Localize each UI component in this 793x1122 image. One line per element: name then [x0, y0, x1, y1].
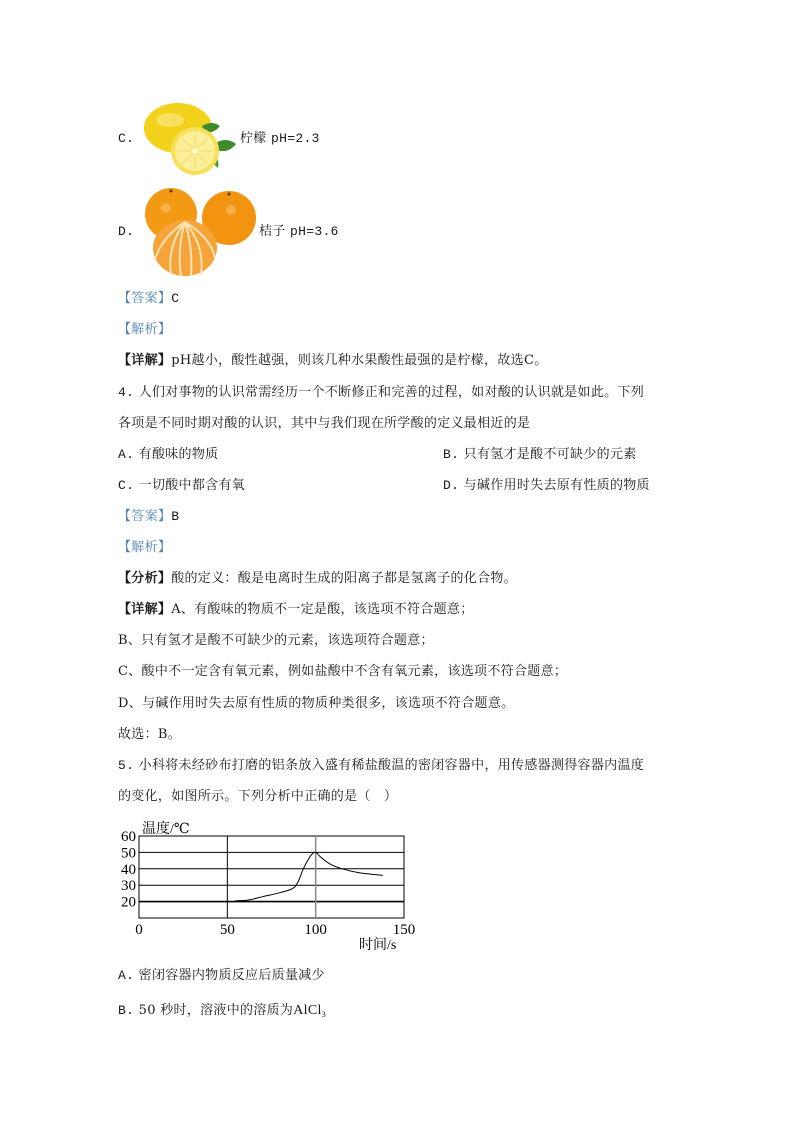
- svg-text:50: 50: [121, 845, 136, 862]
- ph-value: pH=2.3: [271, 131, 320, 146]
- option-text: 有酸味的物质: [138, 447, 219, 462]
- q3-option-d-text: [259, 224, 339, 240]
- option-label: C.: [118, 131, 135, 146]
- q4-answer: [118, 509, 179, 525]
- q4-detail-d: D、与碱作用时失去原有性质的物质种类很多，该选项不符合题意。: [118, 696, 515, 711]
- option-label: D.: [443, 478, 460, 493]
- svg-text:100: 100: [304, 922, 327, 938]
- q3-option-d: [118, 224, 134, 240]
- answer-tag: 【答案】: [118, 291, 172, 306]
- fenxi-text: 酸的定义：酸是电离时生成的阳离子都是氢离子的化合物。: [171, 571, 518, 586]
- ph-value: pH=3.6: [290, 224, 339, 239]
- q4-detail-a: [118, 602, 474, 618]
- option-label: B.: [443, 447, 460, 462]
- option-text: 密闭容器内物质反应后质量减少: [138, 968, 325, 983]
- analysis-tag: 【解析】: [118, 322, 172, 337]
- q3-answer: [118, 291, 179, 307]
- q3-detail: [118, 353, 548, 369]
- q3-option-c-text: [240, 131, 320, 147]
- svg-text:50: 50: [219, 922, 235, 938]
- q5-option-b: [118, 1003, 326, 1023]
- q4-stem-line2: 各项是不同时期对酸的认识，其中与我们现在所学酸的定义最相近的是: [118, 416, 531, 431]
- q4-option-d: [443, 478, 650, 494]
- stem-text: 小科将未经砂布打磨的铝条放入盛有稀盐酸温的密闭容器中，用传感器测得容器内温度: [138, 758, 645, 773]
- question-number: 4.: [118, 385, 135, 400]
- option-label: A.: [118, 447, 135, 462]
- analysis-tag: 【解析】: [118, 540, 172, 555]
- lemon-image: [140, 96, 238, 180]
- svg-text:60: 60: [121, 829, 136, 845]
- chemical-formula: AlCl$_3$: [293, 1003, 326, 1019]
- q4-detail-b: B、只有氢才是酸不可缺少的元素，该选项符合题意；: [118, 633, 434, 648]
- q4-option-c: [118, 478, 245, 494]
- detail-tag: 【详解】: [118, 353, 172, 368]
- option-text: 50 秒时，溶液中的溶质为: [138, 1003, 294, 1018]
- stem-text: 人们对事物的认识常需经历一个不断修正和完善的过程，如对酸的认识就是如此。下列: [138, 385, 645, 400]
- svg-text:150: 150: [392, 922, 416, 938]
- q5-option-a: [118, 968, 325, 984]
- svg-text:30: 30: [121, 878, 136, 895]
- option-text: 只有氢才是酸不可缺少的元素: [463, 447, 637, 462]
- detail-tag: 【详解】: [118, 602, 172, 617]
- option-text: 一切酸中都含有氧: [138, 478, 246, 493]
- answer-value: B: [171, 509, 180, 524]
- orange-image: [141, 186, 259, 278]
- answer-tag: 【答案】: [118, 509, 172, 524]
- option-label: B.: [118, 1003, 135, 1018]
- y-axis-label: 温度/℃: [142, 822, 190, 837]
- fenxi-tag: 【分析】: [118, 571, 172, 586]
- fruit-name: 柠檬: [240, 131, 267, 146]
- q4-detail-c: C、酸中不一定含有氧元素，例如盐酸中不含有氧元素，该选项不符合题意；: [118, 664, 568, 679]
- option-label: C.: [118, 478, 135, 493]
- q3-option-c: [118, 131, 134, 147]
- q4-option-a: [118, 447, 218, 463]
- q4-stem-line1: [118, 385, 644, 401]
- temperature-chart: [114, 818, 424, 953]
- q5-stem-line2: 的变化，如图所示。下列分析中正确的是（ ）: [118, 789, 398, 804]
- q4-fenxi: [118, 571, 517, 587]
- q3-analysis: [118, 322, 171, 338]
- svg-text:0: 0: [135, 922, 143, 938]
- q4-option-b: [443, 447, 637, 463]
- q4-conclusion: 故选：B。: [118, 727, 182, 742]
- answer-value: C: [171, 291, 180, 306]
- detail-text: pH越小，酸性越强，则该几种水果酸性最强的是柠檬，故选C。: [171, 353, 548, 368]
- q5-stem-line1: [118, 758, 644, 774]
- option-label: D.: [118, 224, 135, 239]
- svg-text:20: 20: [121, 894, 136, 911]
- x-axis-label: 时间/s: [359, 938, 397, 953]
- q4-analysis: [118, 540, 171, 556]
- option-text: 与碱作用时失去原有性质的物质: [463, 478, 650, 493]
- fruit-name: 桔子: [259, 224, 286, 239]
- svg-text:40: 40: [121, 861, 136, 878]
- detail-text: A、有酸味的物质不一定是酸，该选项不符合题意；: [171, 602, 474, 617]
- option-label: A.: [118, 968, 135, 983]
- question-number: 5.: [118, 758, 135, 773]
